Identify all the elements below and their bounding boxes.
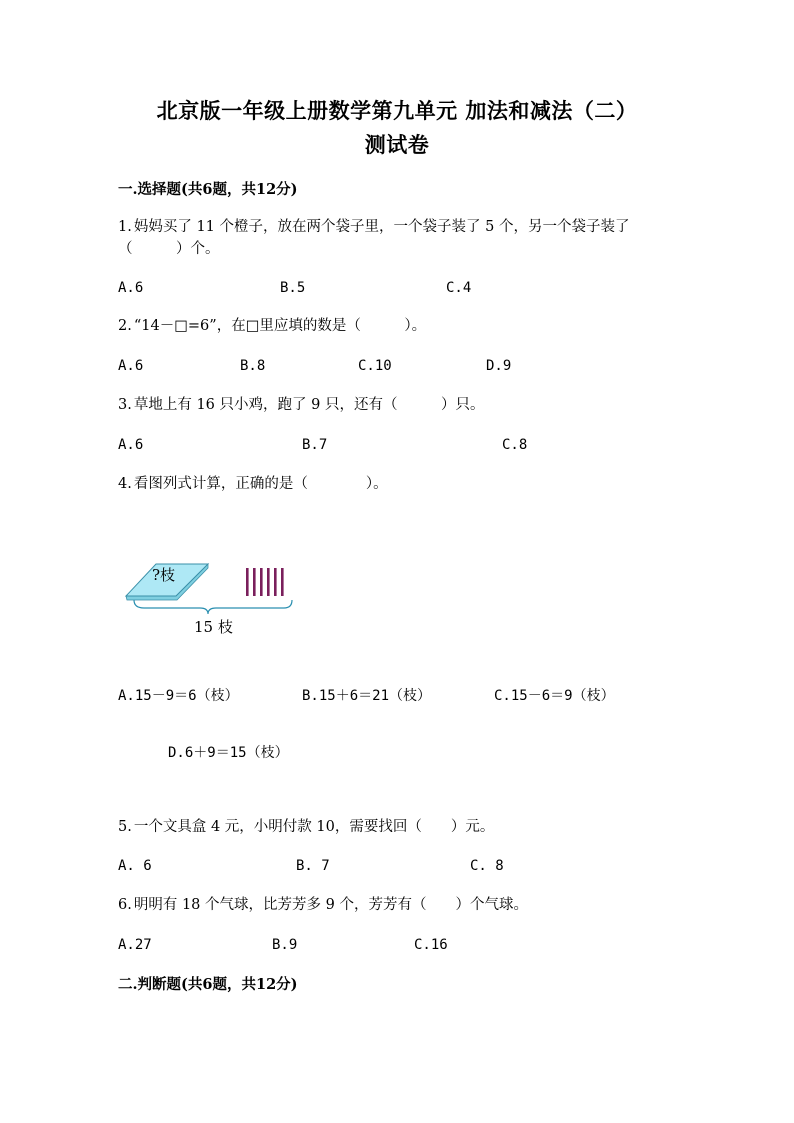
question-number: 6. bbox=[118, 897, 132, 913]
option-c[interactable]: C.16 bbox=[414, 937, 448, 953]
question-number: 1. bbox=[118, 219, 132, 235]
page-title: 北京版一年级上册数学第九单元 加法和减法（二） bbox=[156, 98, 638, 123]
pencil-stick bbox=[253, 568, 256, 596]
option-b[interactable]: B.15＋6＝21（枝） bbox=[302, 688, 432, 704]
option-c[interactable]: C.8 bbox=[502, 437, 528, 453]
page-subtitle: 测试卷 bbox=[364, 132, 430, 157]
option-b[interactable]: B. 7 bbox=[296, 858, 330, 874]
option-a[interactable]: A.6 bbox=[118, 280, 144, 296]
option-c[interactable]: C.10 bbox=[358, 358, 392, 374]
option-a[interactable]: A. 6 bbox=[118, 858, 152, 874]
question-6 bbox=[118, 894, 688, 916]
pencil-stick bbox=[246, 568, 249, 596]
option-c[interactable]: C. 8 bbox=[470, 858, 504, 874]
question-text: 草地上有 16 只小鸡，跑了 9 只，还有（ ）只。 bbox=[133, 397, 485, 413]
question-3 bbox=[118, 394, 688, 416]
question-text: 一个文具盒 4 元，小明付款 10，需要找回（ ）元。 bbox=[133, 819, 495, 835]
pencil-stick bbox=[267, 568, 270, 596]
option-b[interactable]: B.9 bbox=[272, 937, 298, 953]
question-number: 2. bbox=[118, 318, 132, 334]
option-c[interactable]: C.4 bbox=[446, 280, 472, 296]
total-brace bbox=[134, 600, 292, 614]
question-5 bbox=[118, 816, 688, 838]
question-number: 5. bbox=[118, 819, 132, 835]
pencil-stick bbox=[281, 568, 284, 596]
option-b[interactable]: B.7 bbox=[302, 437, 328, 453]
pencil-sticks-group bbox=[246, 568, 284, 596]
option-a[interactable]: A.27 bbox=[118, 937, 152, 953]
question-text-continued: （ ）个。 bbox=[118, 241, 220, 257]
option-a[interactable]: A.15－9＝6（枝） bbox=[118, 688, 239, 704]
option-c[interactable]: C.15－6＝9（枝） bbox=[494, 688, 615, 704]
section-heading-judgement: 二.判断题(共6题，共12分) bbox=[118, 976, 298, 993]
option-d[interactable]: D.6＋9＝15（枝） bbox=[168, 745, 289, 761]
question-text: 明明有 18 个气球，比芳芳多 9 个，芳芳有（ ）个气球。 bbox=[133, 897, 528, 913]
option-b[interactable]: B.5 bbox=[280, 280, 306, 296]
pencil-stick bbox=[260, 568, 263, 596]
question-text: “14－□=6”，在□里应填的数是（ ）。 bbox=[133, 318, 427, 334]
pencil-stick bbox=[274, 568, 277, 596]
question-number: 4. bbox=[118, 476, 132, 492]
option-b[interactable]: B.8 bbox=[240, 358, 266, 374]
question-2 bbox=[118, 315, 688, 337]
question-4 bbox=[118, 473, 688, 495]
question-text: 妈妈买了 11 个橙子，放在两个袋子里，一个袋子装了 5 个，另一个袋子装了 bbox=[133, 219, 630, 235]
total-label: 15 枝 bbox=[194, 618, 233, 636]
option-a[interactable]: A.6 bbox=[118, 358, 144, 374]
pencil-figure bbox=[120, 554, 320, 644]
option-d[interactable]: D.9 bbox=[486, 358, 512, 374]
box-label: ?枝 bbox=[152, 566, 176, 584]
question-text: 看图列式计算，正确的是（ ）。 bbox=[133, 476, 388, 492]
option-a[interactable]: A.6 bbox=[118, 437, 144, 453]
question-1 bbox=[118, 216, 688, 260]
section-heading-choice: 一.选择题(共6题，共12分) bbox=[118, 181, 298, 198]
question-number: 3. bbox=[118, 397, 132, 413]
